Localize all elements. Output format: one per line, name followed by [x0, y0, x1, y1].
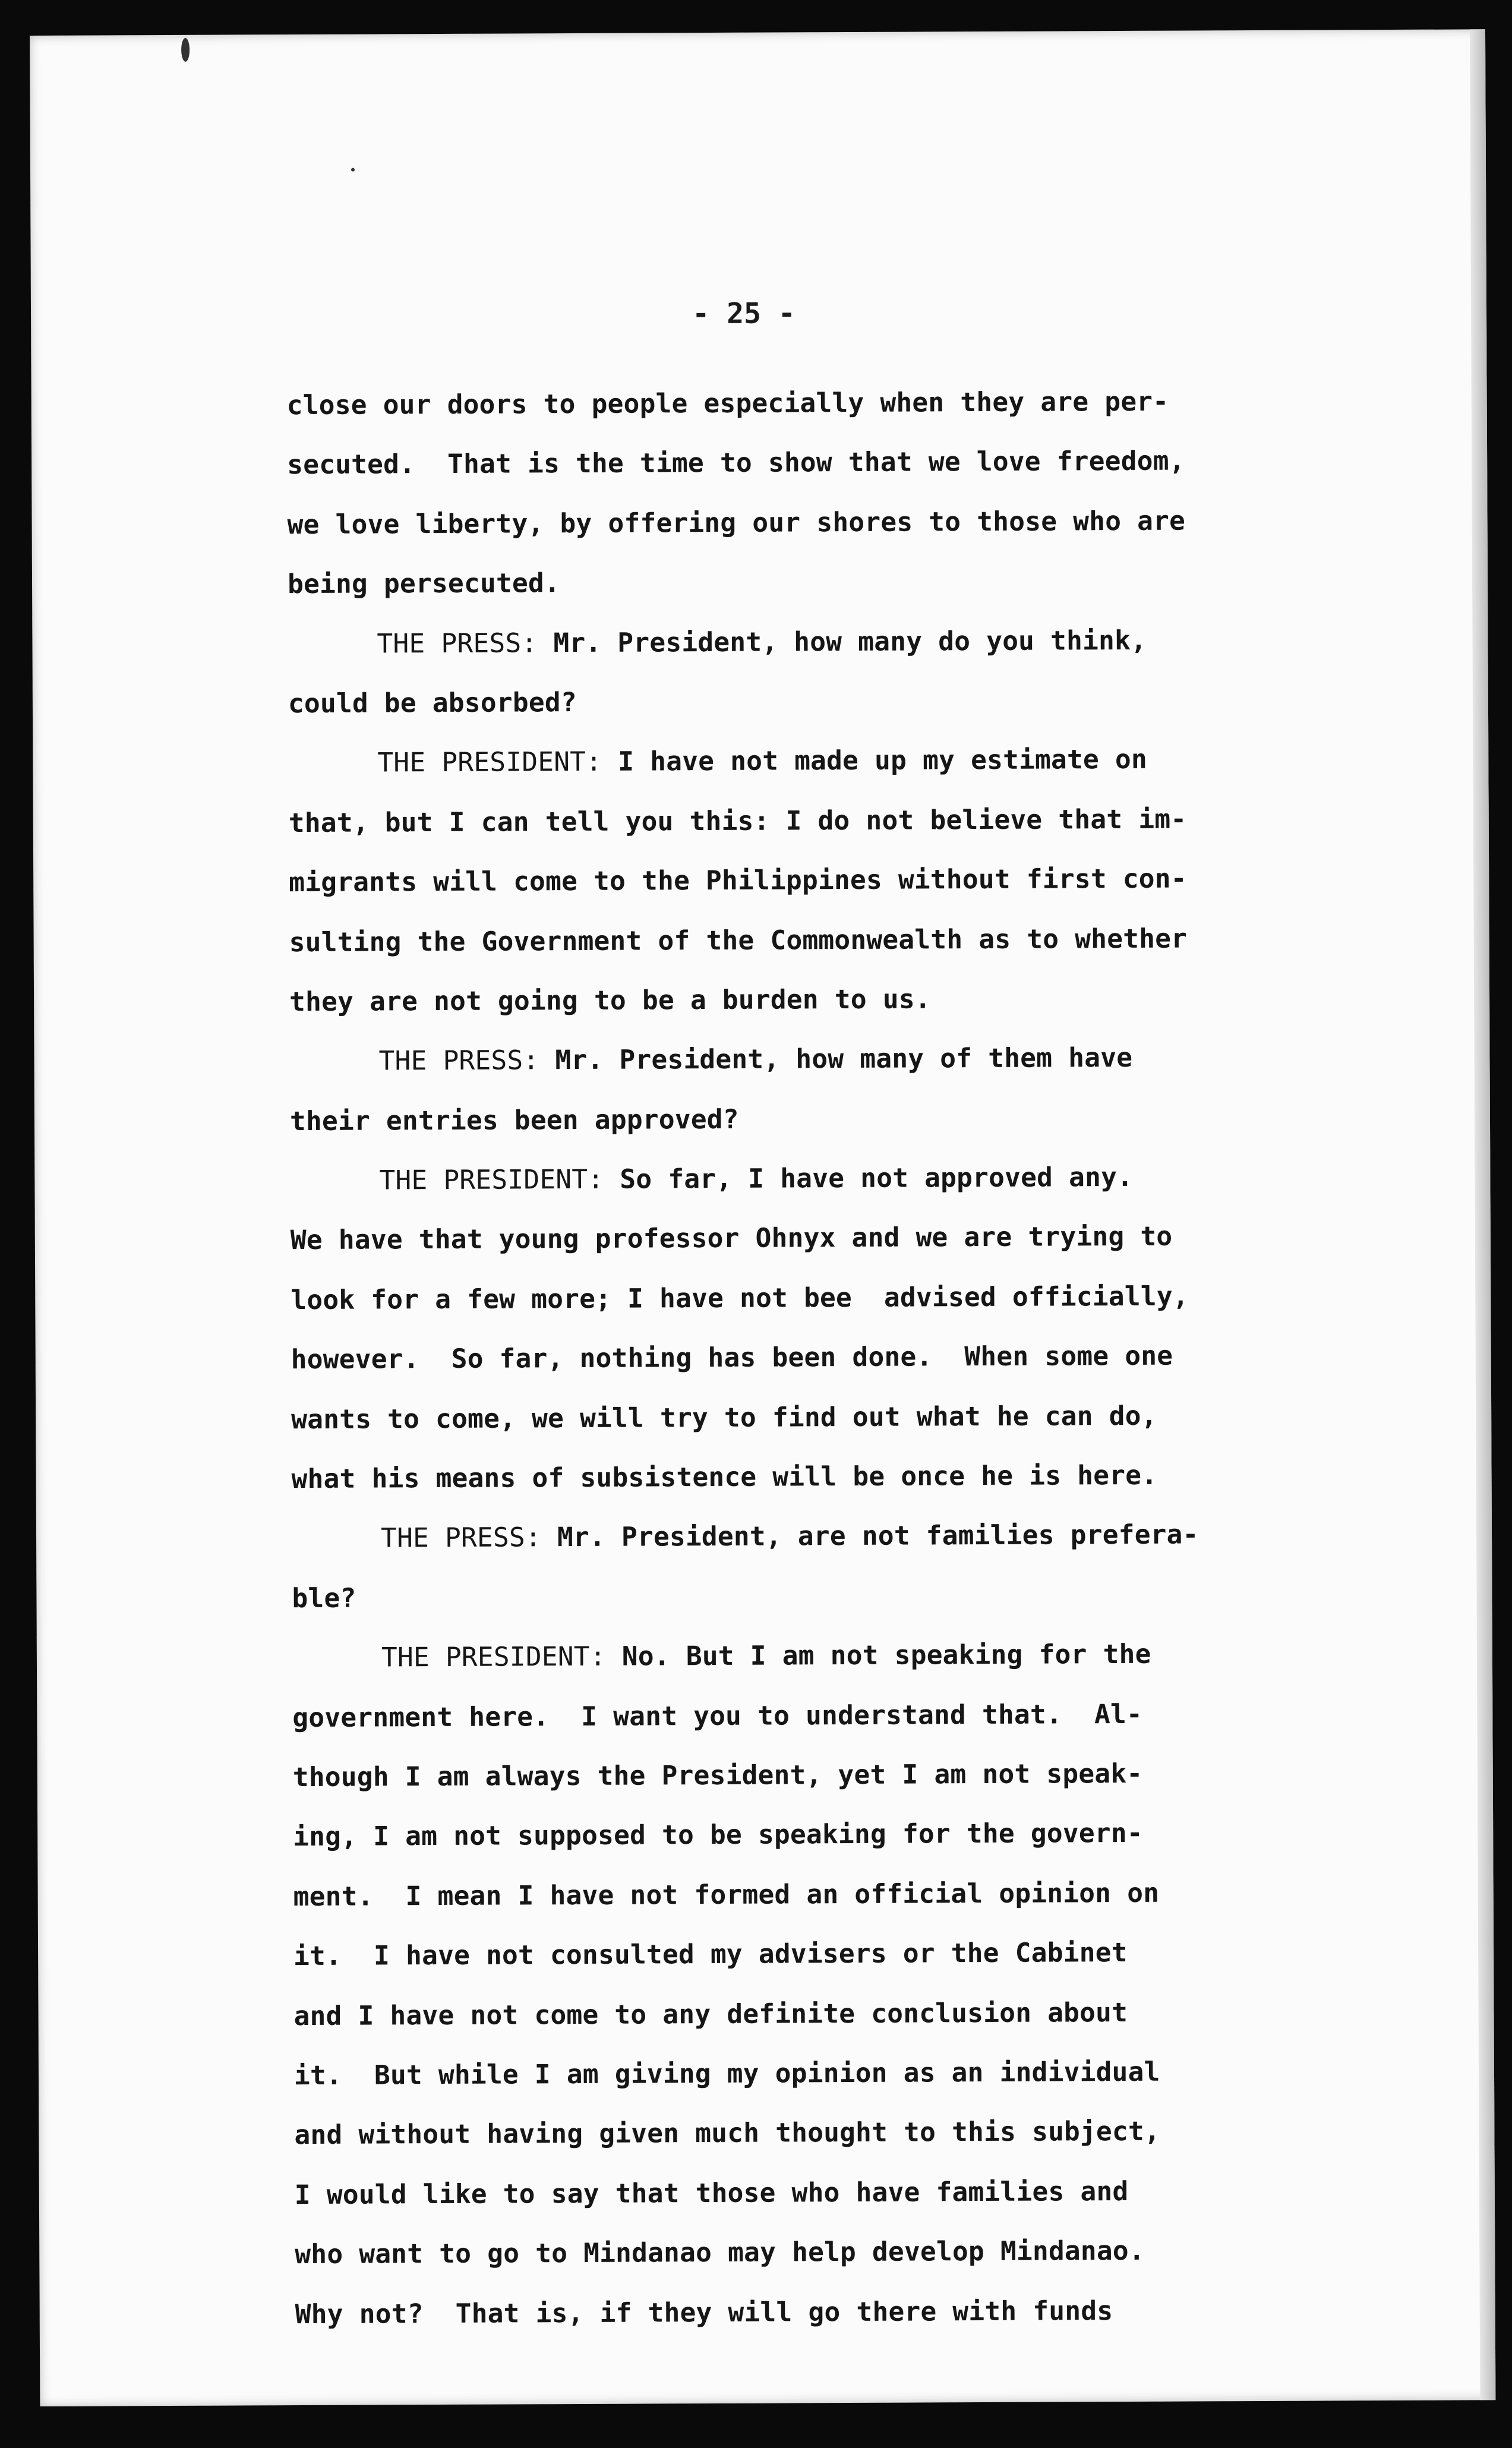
line-text: who want to go to Mindanao may help develop Mindanao. — [295, 2235, 1145, 2270]
text-line — [292, 1684, 1338, 1748]
line-text: government here. I want you to understand that. Al- — [292, 1699, 1143, 1733]
text-line — [287, 371, 1333, 436]
line-text: their entries been approved? — [289, 1104, 739, 1137]
text-line — [294, 2102, 1340, 2166]
line-text: we love liberty, by offering our shores to those who are — [287, 506, 1186, 540]
text-line — [293, 1923, 1339, 1987]
speaker-label: THE PRESS: — [377, 627, 538, 660]
line-text: migrants will come to the Philippines without first con- — [289, 863, 1187, 898]
text-line — [295, 2280, 1341, 2345]
line-text: though I am always the President, yet I am not speak- — [292, 1758, 1143, 1793]
text-line — [289, 849, 1334, 913]
text-line — [295, 2161, 1340, 2225]
line-text: it. But while I am giving my opinion as an individual — [293, 2056, 1160, 2091]
line-text: that, but I can tell you this: I do not believe that im- — [288, 804, 1187, 838]
speaker-label: THE PRESS: — [378, 1045, 539, 1077]
speaker-label: THE PRESIDENT: — [381, 1641, 606, 1673]
transcript-body — [287, 371, 1341, 2345]
text-line — [290, 1147, 1336, 1212]
text-line — [291, 1386, 1337, 1450]
text-line — [291, 1207, 1336, 1271]
line-text: So far, I have not approved any. — [604, 1162, 1134, 1195]
line-text: Mr. President, are not families prefera- — [541, 1519, 1199, 1553]
scan-speck — [351, 168, 355, 172]
text-line — [290, 1087, 1336, 1152]
line-text: ment. I mean I have not formed an official opinion on — [293, 1878, 1160, 1912]
page-edge — [1470, 29, 1495, 2400]
text-line — [289, 908, 1334, 973]
text-line — [292, 1505, 1337, 1569]
text-line — [287, 431, 1333, 496]
text-line — [291, 1445, 1337, 1509]
line-text: it. I have not consulted my advisers or the Cabinet — [293, 1938, 1128, 1972]
line-text: No. But I am not speaking for the — [605, 1639, 1151, 1672]
line-text: what his means of subsistence will be once he is here. — [291, 1460, 1158, 1495]
line-text: Why not? That is, if they will go there with funds — [295, 2295, 1113, 2330]
text-line — [289, 968, 1335, 1032]
scan-speck — [181, 38, 190, 62]
page-number: - 25 - — [692, 296, 796, 331]
text-line — [293, 1863, 1339, 1927]
line-text: look for a few more; I have not bee advised officially, — [291, 1281, 1189, 1316]
text-line — [287, 491, 1333, 555]
text-line — [288, 670, 1334, 734]
text-line — [288, 730, 1334, 794]
text-line — [291, 1326, 1337, 1390]
text-line — [293, 1982, 1339, 2046]
line-text: close our doors to people especially when they are per- — [286, 386, 1169, 421]
line-text: they are not going to be a burden to us. — [289, 984, 931, 1018]
line-text: I would like to say that those who have families and — [294, 2176, 1129, 2210]
line-text: ble? — [292, 1583, 356, 1614]
line-text: We have that young professor Ohnyx and we are trying to — [290, 1222, 1173, 1256]
text-line — [294, 2042, 1340, 2106]
text-line — [292, 1564, 1337, 1629]
line-text: being persecuted. — [287, 568, 561, 600]
text-line — [293, 1743, 1339, 1807]
line-text: and without having given much thought to this subject, — [294, 2116, 1161, 2151]
line-text: I have not made up my estimate on — [602, 745, 1148, 778]
line-text: wants to come, we will try to find out what he can do, — [291, 1400, 1157, 1435]
line-text: Mr. President, how many of them have — [539, 1043, 1133, 1076]
text-line — [289, 789, 1334, 853]
line-text: sulting the Government of the Commonwealth as to whether — [289, 923, 1188, 958]
text-line — [288, 610, 1333, 674]
speaker-label: THE PRESS: — [380, 1522, 542, 1554]
line-text: secuted. That is the time to show that we love freedom, — [287, 446, 1185, 481]
document-page — [30, 29, 1495, 2406]
text-line — [289, 1028, 1335, 1092]
line-text: ing, I am not supposed to be speaking for the govern- — [293, 1818, 1143, 1853]
line-text: however. So far, nothing has been done. When some one — [291, 1340, 1173, 1376]
speaker-label: THE PRESIDENT: — [377, 747, 602, 778]
text-line — [293, 1803, 1339, 1867]
line-text: could be absorbed? — [288, 687, 577, 720]
text-line — [292, 1624, 1338, 1689]
text-line — [291, 1266, 1336, 1330]
text-line — [295, 2221, 1340, 2285]
line-text: Mr. President, how many do you think, — [537, 625, 1147, 658]
line-text: and I have not come to any definite conclusion about — [293, 1997, 1128, 2031]
text-line — [288, 551, 1333, 615]
speaker-label: THE PRESIDENT: — [379, 1164, 604, 1196]
